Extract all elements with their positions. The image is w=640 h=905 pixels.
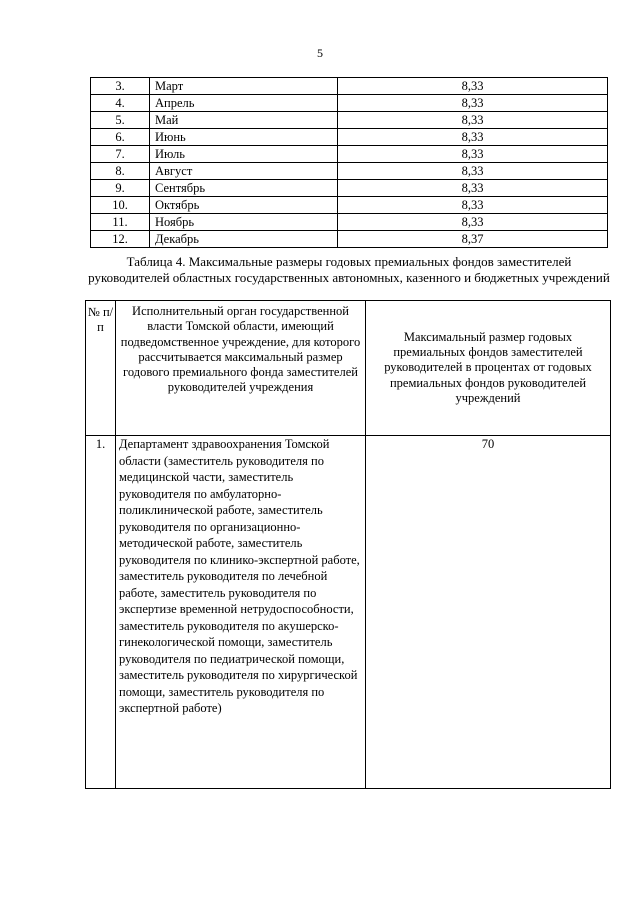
percent-value: 70 [366, 436, 611, 789]
premium-funds-table [85, 300, 611, 789]
table-row [91, 95, 608, 112]
organization-cell: Департамент здравоохранения Томской области (заместитель руководителя по медицинской части, заместитель руководителя по амбулаторно-поликлинической работе, заместитель руководителя по организационно-методической работе, заместитель руководителя по клинико-экспертной работе, заместитель руководителя по лечебной работе, заместитель руководителя по экспертизе временной нетрудоспособности, заместитель руководителя по акушерско-гинекологической помощи, заместитель руководителя по педиатрической помощи, заместитель руководителя по хирургической помощи, заместитель руководителя по экспертной работе) [116, 436, 366, 789]
month-name: Декабрь [150, 231, 338, 248]
month-name: Сентябрь [150, 180, 338, 197]
row-number: 3. [91, 78, 150, 95]
month-value: 8,37 [338, 231, 608, 248]
month-name: Ноябрь [150, 214, 338, 231]
row-number: 10. [91, 197, 150, 214]
header-number: № п/п [86, 301, 116, 436]
month-name: Март [150, 78, 338, 95]
table-row [91, 112, 608, 129]
month-value: 8,33 [338, 146, 608, 163]
table-row [91, 78, 608, 95]
row-number: 8. [91, 163, 150, 180]
month-name: Октябрь [150, 197, 338, 214]
month-name: Август [150, 163, 338, 180]
row-number: 11. [91, 214, 150, 231]
month-value: 8,33 [338, 129, 608, 146]
page-number: 5 [317, 46, 323, 60]
table-row [91, 146, 608, 163]
month-value: 8,33 [338, 78, 608, 95]
month-value: 8,33 [338, 197, 608, 214]
table-row [91, 180, 608, 197]
table-header-row [86, 301, 611, 436]
row-number: 5. [91, 112, 150, 129]
header-max-size: Максимальный размер годовых премиальных фондов заместителей руководителей в процентах от годовых премиальных фондов руководителей учреждений [366, 301, 611, 436]
row-number: 12. [91, 231, 150, 248]
row-number: 6. [91, 129, 150, 146]
table-row [91, 197, 608, 214]
row-number: 1. [86, 436, 116, 789]
month-name: Апрель [150, 95, 338, 112]
header-organization: Исполнительный орган государственной власти Томской области, имеющий подведомственное учреждение, для которого рассчитывается максимальный размер годового премиального фонда заместителей руководителей учреждения [116, 301, 366, 436]
table-caption: Таблица 4. Максимальные размеры годовых премиальных фондов заместителей руководителей областных государственных автономных, казенного и бюджетных учреждений [88, 254, 610, 285]
month-value: 8,33 [338, 95, 608, 112]
month-name: Июнь [150, 129, 338, 146]
months-table [90, 77, 608, 248]
table-row [91, 231, 608, 248]
month-value: 8,33 [338, 163, 608, 180]
month-value: 8,33 [338, 214, 608, 231]
table-row [91, 214, 608, 231]
table-row [86, 436, 611, 789]
table-row [91, 129, 608, 146]
month-value: 8,33 [338, 180, 608, 197]
table-row [91, 163, 608, 180]
month-value: 8,33 [338, 112, 608, 129]
row-number: 4. [91, 95, 150, 112]
month-name: Июль [150, 146, 338, 163]
month-name: Май [150, 112, 338, 129]
row-number: 7. [91, 146, 150, 163]
row-number: 9. [91, 180, 150, 197]
